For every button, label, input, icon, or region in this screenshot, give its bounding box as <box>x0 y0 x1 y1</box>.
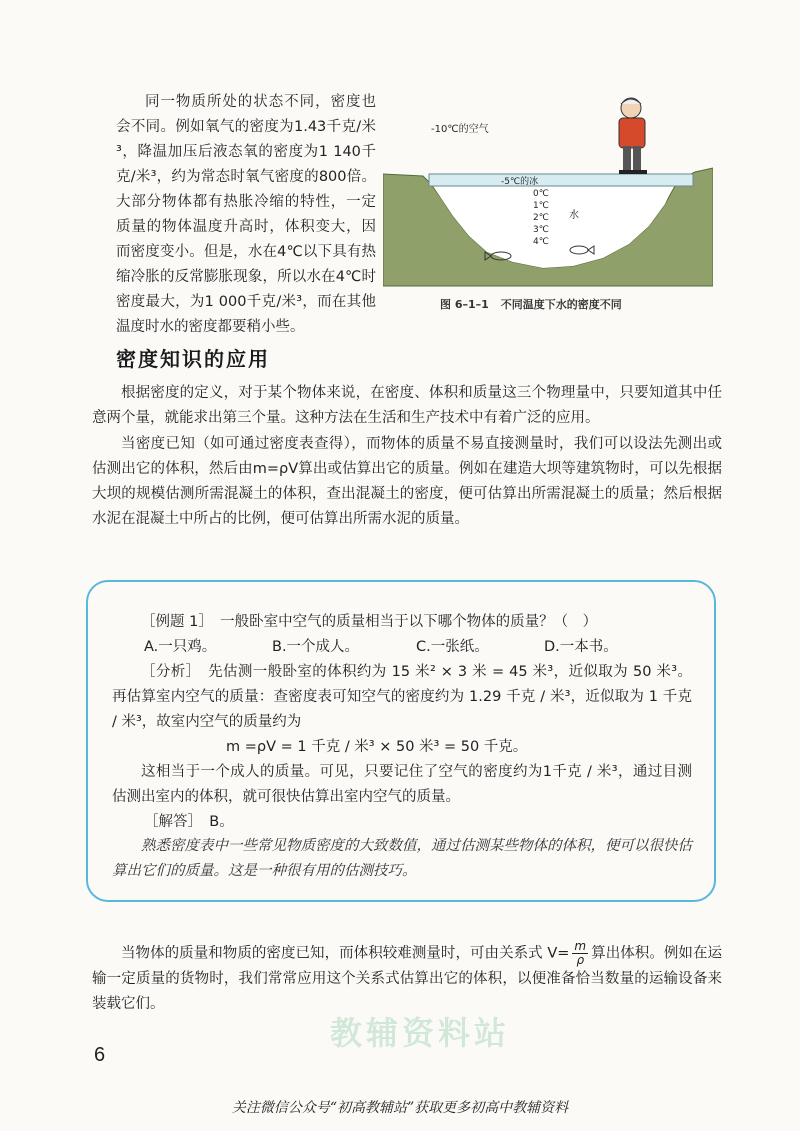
option-b: B.一个成人。 <box>272 639 360 655</box>
option-d: D.一本书。 <box>544 639 618 655</box>
section-paragraph-1: 根据密度的定义，对于某个物体来说，在密度、体积和质量这三个物理量中，只要知道其中任意两个量，就能求出第三个量。这种方法在生活和生产技术中有着广泛的应用。 <box>92 385 722 426</box>
figure-caption-text: 不同温度下水的密度不同 <box>500 298 622 311</box>
example-analysis: ［分析］ 先估测一般卧室的体积约为 15 米² × 3 米 = 45 米³，近似取为 50 米³。再估算室内空气的质量：查密度表可知空气的密度约为 1.29 千克 / 米³，近似取为 1 千克 / 米³，故室内空气的质量约为 <box>112 664 692 730</box>
footer-note: 关注微信公众号“初高教辅站”获取更多初高中教辅资料 <box>231 1100 569 1116</box>
section-heading: 密度知识的应用 <box>116 347 270 371</box>
example-conclusion: 这相当于一个成人的质量。可见，只要记住了空气的密度约为1千克 / 米³，通过目测估测出室内的体积，就可很快估算出室内空气的质量。 <box>112 764 692 805</box>
volume-text-before: 当物体的质量和物质的密度已知，而体积较难测量时，可由关系式 V= <box>121 945 570 962</box>
ice-label: -5℃的冰 <box>501 177 539 187</box>
volume-fraction <box>572 940 588 967</box>
section-paragraph-2: 当密度已知（如可通过密度表查得），而物体的质量不易直接测量时，我们可以设法先测出或估测出它的体积，然后由m=ρV算出或估算出它的质量。例如在建造大坝等建筑物时，可以先根据大坝的规模估测所需混凝土的体积，查出混凝土的密度，便可估算出所需混凝土的质量；然后根据水泥在混凝土中所占的比例，便可估算出所需水泥的质量。 <box>92 436 722 527</box>
figure-caption <box>440 296 622 312</box>
figure-caption-number: 图 6–1–1 <box>440 298 489 311</box>
temp-label-0: 0℃ <box>533 189 549 199</box>
watermark: 教辅资料站 <box>330 1014 511 1052</box>
fraction-denominator: ρ <box>576 953 585 967</box>
ice-layer <box>429 174 693 186</box>
example-question: ［例题 1］ 一般卧室中空气的质量相当于以下哪个物体的质量？（ ） <box>141 614 598 630</box>
water-label: 水 <box>569 210 579 221</box>
temp-label-4: 4℃ <box>533 237 549 247</box>
option-a: A.一只鸡。 <box>144 639 217 655</box>
intro-paragraph: 同一物质所处的状态不同，密度也会不同。例如氧气的密度为1.43千克/米³，降温加压后液态氧的密度为1 140千克/米³，约为常态时氧气密度的800倍。大部分物体都有热胀冷缩的特性，一定质量的物体温度升高时，体积变大，因而密度变小。但是，水在4℃以下具有热缩冷胀的反常膨胀现象，所以水在4℃时密度最大，为1 000千克/米³，而在其他温度时水的密度都要稍小些。 <box>116 94 376 335</box>
temp-label-3: 3℃ <box>533 225 549 235</box>
fraction-numerator: m <box>574 939 587 953</box>
volume-paragraph <box>92 940 722 1017</box>
example-answer: ［解答］ B。 <box>144 814 234 830</box>
temp-label-2: 2℃ <box>533 213 549 223</box>
example-options <box>144 635 704 660</box>
page-number: 6 <box>94 1044 106 1066</box>
temp-label-1: 1℃ <box>533 201 549 211</box>
air-label: -10℃的空气 <box>431 124 489 135</box>
option-c: C.一张纸。 <box>416 639 489 655</box>
example-formula: m =ρV = 1 千克 / 米³ × 50 米³ = 50 千克。 <box>226 739 528 755</box>
example-tip: 熟悉密度表中一些常见物质密度的大致数值，通过估测某些物体的体积，便可以很快估算出它们的质量。这是一种很有用的估测技巧。 <box>112 838 692 879</box>
water-density-figure <box>383 86 713 326</box>
volume-text-after: 算出体积。例如在运输一定质量的货物时，我们常常应用这个关系式估算出它的体积，以便准备恰当数量的运输设备来装载它们。 <box>92 945 722 1012</box>
